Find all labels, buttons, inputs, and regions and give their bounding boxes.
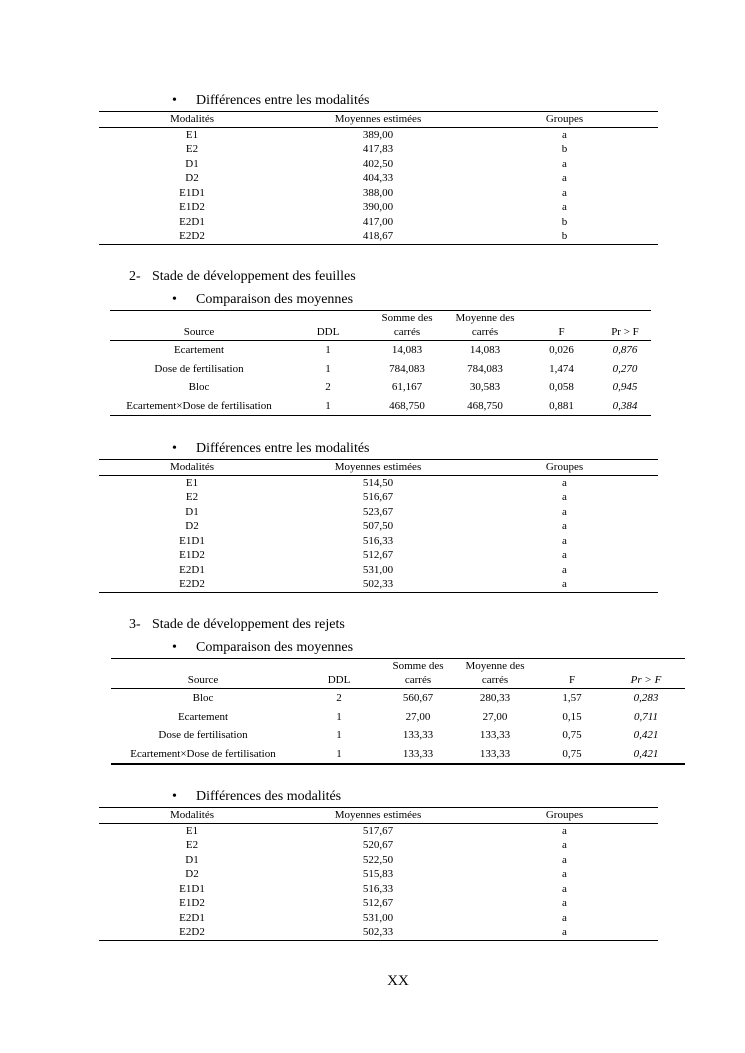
table-cell: 0,75	[562, 747, 582, 760]
table-cell: 133,33	[402, 729, 434, 742]
section-title: Stade de développement des feuilles	[152, 269, 356, 284]
table-cell: 516,33	[362, 882, 394, 895]
column-header: Moyenne des carrés	[453, 659, 537, 689]
table-cell: D1	[185, 157, 199, 170]
table-row	[99, 867, 658, 882]
section1-bullet	[172, 93, 572, 109]
section2-bullet	[172, 292, 572, 308]
table-cell: E1	[185, 476, 199, 489]
table-cell: 133,33	[479, 747, 511, 760]
table-cell: E1	[185, 128, 199, 141]
table-cell: E2	[185, 839, 199, 852]
table-cell: 14,083	[469, 344, 501, 357]
table-cell: Dose de fertilisation	[154, 362, 244, 375]
table-cell: E1D2	[179, 897, 205, 910]
table-row	[99, 229, 658, 244]
table-cell: a	[562, 157, 567, 170]
table-cell: 417,00	[362, 215, 394, 228]
table-cell: 2	[325, 381, 331, 394]
table-row	[110, 341, 651, 360]
table-cell: Dose de fertilisation	[158, 729, 248, 742]
table-row	[99, 911, 658, 926]
section3-heading	[129, 617, 529, 633]
table-cell: E1D2	[179, 549, 205, 562]
table-cell: 0,058	[549, 381, 574, 394]
table-cell: Ecartement×Dose de fertilisation	[126, 399, 272, 412]
table-cell: 2	[336, 692, 342, 705]
table-cell: 418,67	[362, 230, 394, 243]
table-cell: E2D1	[179, 215, 205, 228]
table-row	[110, 378, 651, 397]
column-header: Groupes	[471, 112, 658, 128]
table-cell: a	[562, 853, 567, 866]
column-header: DDL	[295, 659, 383, 689]
table-cell: 1	[336, 729, 342, 742]
table-row	[99, 186, 658, 201]
table-cell: 516,67	[362, 491, 394, 504]
table-cell: a	[562, 491, 567, 504]
table-cell: 404,33	[362, 172, 394, 185]
table-row	[111, 726, 685, 745]
table-cell: a	[562, 520, 567, 533]
column-header: Somme des carrés	[383, 659, 453, 689]
column-header: Moyennes estimées	[285, 112, 471, 128]
table-cell: Ecartement	[177, 710, 229, 723]
column-header: Modalités	[99, 112, 285, 128]
table-cell: a	[562, 549, 567, 562]
bullet-text: Différences entre les modalités	[196, 441, 370, 456]
table-cell: 0,881	[549, 399, 574, 412]
table-cell: b	[561, 230, 568, 243]
table-cell: 389,00	[362, 128, 394, 141]
table-cell: 27,00	[482, 710, 508, 723]
bullet-icon: •	[172, 441, 177, 456]
anova-table-leaves	[110, 310, 651, 416]
table-cell: 402,50	[362, 157, 394, 170]
table-cell: Bloc	[188, 381, 210, 394]
table-cell: E2D1	[179, 911, 205, 924]
bullet-icon: •	[172, 93, 177, 108]
table-cell: a	[562, 897, 567, 910]
modalities-table-2	[99, 459, 658, 593]
table-cell: 0,421	[633, 747, 659, 760]
table-cell: 1	[325, 362, 331, 375]
column-header: F	[524, 311, 599, 341]
table-cell: a	[562, 868, 567, 881]
table-row	[99, 490, 658, 505]
table-cell: 14,083	[391, 344, 423, 357]
table-cell: E2	[185, 143, 199, 156]
table-cell: E1	[185, 824, 199, 837]
table-row	[99, 171, 658, 186]
table-row	[99, 896, 658, 911]
table-cell: 512,67	[362, 549, 394, 562]
section2-bullet2	[172, 441, 572, 457]
table-row	[99, 200, 658, 215]
table-row	[99, 577, 658, 592]
column-header: Source	[110, 311, 288, 341]
table-cell: 784,083	[389, 362, 425, 375]
bullet-text: Comparaison des moyennes	[196, 640, 354, 655]
table-cell: E1D1	[179, 186, 205, 199]
table-cell: 1,474	[549, 362, 574, 375]
table-cell: 0,15	[562, 710, 582, 723]
table-cell: a	[562, 882, 567, 895]
table-header-row	[110, 311, 651, 341]
table-cell: 61,167	[391, 381, 423, 394]
table-cell: a	[562, 911, 567, 924]
table-cell: 531,00	[362, 911, 394, 924]
table-cell: 502,33	[362, 926, 394, 939]
table-header-row	[99, 460, 658, 476]
column-header: Source	[111, 659, 295, 689]
table-row	[99, 157, 658, 172]
table-row	[99, 534, 658, 549]
table-cell: b	[561, 143, 568, 156]
section3-bullet2	[172, 789, 572, 805]
column-header: Somme des carrés	[368, 311, 446, 341]
section-title: Stade de développement des rejets	[152, 617, 345, 632]
section3-bullet	[172, 640, 572, 656]
table-row	[99, 475, 658, 490]
table-cell: 133,33	[479, 729, 511, 742]
table-cell: E2D2	[179, 578, 205, 591]
table-row	[99, 563, 658, 578]
table-cell: 522,50	[362, 853, 394, 866]
table-cell: a	[562, 824, 567, 837]
table-cell: Ecartement	[173, 344, 225, 357]
column-header: Moyennes estimées	[285, 460, 471, 476]
table-cell: D1	[185, 505, 199, 518]
table-cell: 417,83	[362, 143, 394, 156]
column-header: Pr > F	[599, 311, 651, 341]
table-cell: 0,876	[612, 344, 638, 357]
table-cell: a	[562, 505, 567, 518]
table-cell: 0,384	[612, 399, 638, 412]
table-cell: 468,750	[389, 399, 425, 412]
column-header: Groupes	[471, 808, 658, 824]
table-cell: 0,270	[612, 362, 638, 375]
table-cell: 280,33	[479, 692, 511, 705]
table-cell: E1D1	[179, 882, 205, 895]
table-header-row	[99, 808, 658, 824]
table-cell: 515,83	[362, 868, 394, 881]
table-cell: a	[562, 563, 567, 576]
bullet-icon: •	[172, 789, 177, 804]
table-cell: E1D1	[179, 534, 205, 547]
bullet-text: Comparaison des moyennes	[196, 292, 354, 307]
table-cell: 0,026	[549, 344, 574, 357]
bullet-text: Différences des modalités	[196, 789, 342, 804]
table-cell: 0,421	[633, 729, 659, 742]
table-cell: a	[562, 578, 567, 591]
table-row	[99, 882, 658, 897]
table-cell: a	[562, 476, 567, 489]
table-cell: a	[562, 839, 567, 852]
table-cell: 0,945	[612, 381, 638, 394]
table-header-row	[111, 659, 685, 689]
table-cell: a	[562, 172, 567, 185]
table-cell: a	[562, 926, 567, 939]
table-cell: 0,283	[633, 692, 659, 705]
table-cell: Ecartement×Dose de fertilisation	[130, 747, 276, 760]
table-row	[111, 708, 685, 727]
table-row	[110, 397, 651, 416]
table-row	[99, 925, 658, 940]
column-header: F	[537, 659, 607, 689]
table-cell: 512,67	[362, 897, 394, 910]
bullet-icon: •	[172, 640, 177, 655]
table-row	[110, 360, 651, 379]
table-cell: 514,50	[362, 476, 394, 489]
table-cell: a	[562, 128, 567, 141]
table-row	[99, 853, 658, 868]
table-cell: 1	[325, 344, 331, 357]
table-cell: E2D2	[179, 926, 205, 939]
table-cell: 1	[325, 399, 331, 412]
table-cell: a	[562, 186, 567, 199]
section-number: 3-	[129, 617, 141, 632]
anova-table-rejets	[111, 658, 685, 765]
column-header: Moyennes estimées	[285, 808, 471, 824]
table-row	[99, 505, 658, 520]
column-header: Modalités	[99, 808, 285, 824]
table-row	[99, 142, 658, 157]
table-cell: 30,583	[469, 381, 501, 394]
table-cell: 1	[336, 747, 342, 760]
column-header: Moyenne des carrés	[446, 311, 524, 341]
column-header: Modalités	[99, 460, 285, 476]
table-cell: 1,57	[562, 692, 582, 705]
table-row	[99, 127, 658, 142]
column-header: Groupes	[471, 460, 658, 476]
table-cell: a	[562, 201, 567, 214]
table-cell: 468,750	[467, 399, 503, 412]
table-cell: E2D1	[179, 563, 205, 576]
table-cell: 517,67	[362, 824, 394, 837]
table-row	[99, 519, 658, 534]
section-number: 2-	[129, 269, 141, 284]
table-cell: 133,33	[402, 747, 434, 760]
table-cell: D2	[185, 172, 199, 185]
table-cell: 0,75	[562, 729, 582, 742]
modalities-table-1	[99, 111, 658, 245]
table-cell: a	[562, 534, 567, 547]
table-row	[99, 548, 658, 563]
section2-heading	[129, 269, 529, 285]
table-cell: E1D2	[179, 201, 205, 214]
table-cell: 0,711	[634, 710, 658, 723]
table-cell: 784,083	[467, 362, 503, 375]
table-cell: D2	[185, 520, 199, 533]
table-cell: 1	[336, 710, 342, 723]
table-cell: E2	[185, 491, 199, 504]
table-row	[99, 215, 658, 230]
table-cell: 502,33	[362, 578, 394, 591]
table-cell: 27,00	[405, 710, 431, 723]
bullet-icon: •	[172, 292, 177, 307]
table-cell: 390,00	[362, 201, 394, 214]
table-row	[99, 838, 658, 853]
column-header: DDL	[288, 311, 368, 341]
table-row	[111, 745, 685, 765]
table-cell: 388,00	[362, 186, 394, 199]
table-cell: b	[561, 215, 568, 228]
bullet-text: Différences entre les modalités	[196, 93, 370, 108]
table-cell: 523,67	[362, 505, 394, 518]
table-cell: 516,33	[362, 534, 394, 547]
table-cell: 520,67	[362, 839, 394, 852]
table-row	[111, 689, 685, 708]
page-number: XX	[387, 973, 409, 989]
table-cell: 531,00	[362, 563, 394, 576]
table-cell: 560,67	[402, 692, 434, 705]
table-cell: D2	[185, 868, 199, 881]
column-header: Pr > F	[607, 659, 685, 689]
table-cell: 507,50	[362, 520, 394, 533]
table-header-row	[99, 112, 658, 128]
table-row	[99, 823, 658, 838]
table-cell: D1	[185, 853, 199, 866]
table-cell: Bloc	[192, 692, 214, 705]
table-cell: E2D2	[179, 230, 205, 243]
modalities-table-3	[99, 807, 658, 941]
